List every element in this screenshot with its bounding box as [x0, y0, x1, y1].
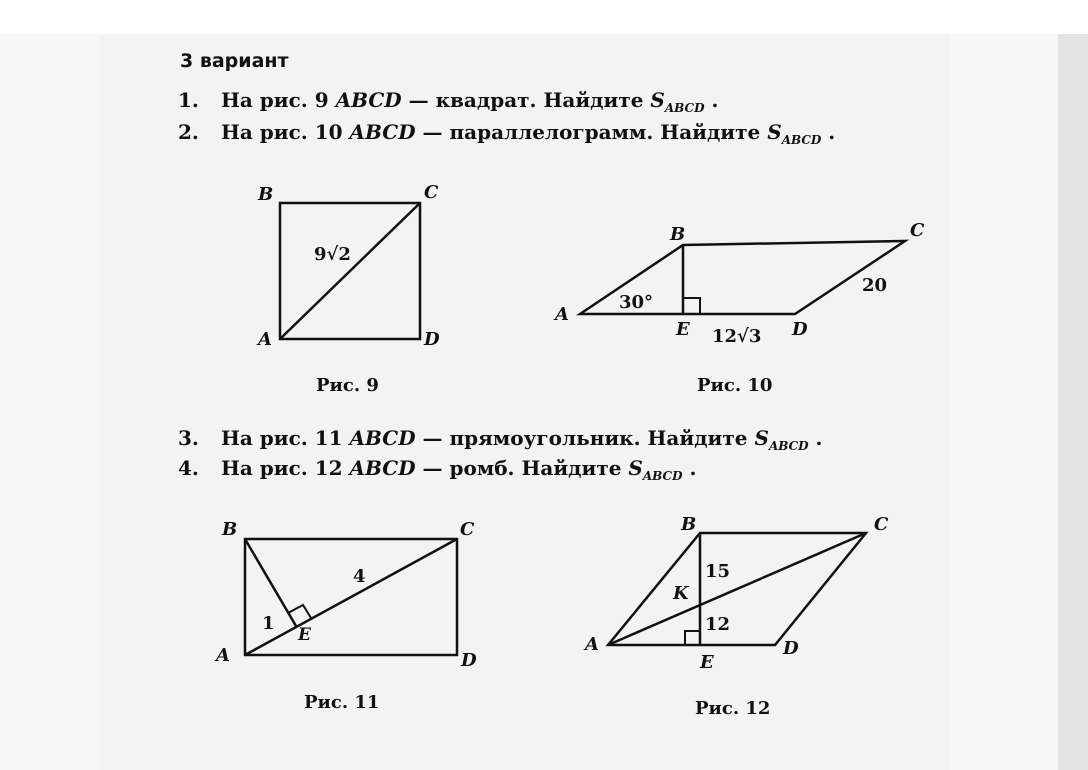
fig9-caption: Рис. 9 — [316, 375, 379, 396]
fig12-label-k: K — [673, 583, 689, 604]
fig10-segment-ed: 12√3 — [712, 326, 762, 347]
task-number: 1. — [178, 88, 199, 112]
figure-name: ABCD — [349, 120, 416, 144]
area-symbol: S — [754, 426, 769, 450]
fig11-label-c: C — [460, 519, 475, 540]
fig9-square — [280, 203, 420, 339]
fig11-caption: Рис. 11 — [304, 692, 380, 713]
fig9-label-c: C — [424, 182, 439, 203]
fig12-label-d: D — [783, 638, 799, 659]
figure-name: ABCD — [349, 456, 416, 480]
task-text-rest: — прямоугольник. Найдите — [422, 426, 748, 450]
task-number: 3. — [178, 426, 199, 450]
figure-name: ABCD — [335, 88, 402, 112]
task-text: На рис. 11 — [220, 426, 343, 450]
task-text-rest: — ромб. Найдите — [422, 456, 622, 480]
fig10-label-e: E — [676, 319, 690, 340]
task-number: 2. — [178, 120, 199, 144]
area-subscript: ABCD — [781, 133, 822, 147]
task-text-rest: — параллелограмм. Найдите — [422, 120, 761, 144]
fig12-segment-bk: 15 — [705, 561, 731, 582]
fig10-angle: 30° — [619, 292, 654, 313]
fig11-label-e: E — [298, 625, 311, 645]
task-text: На рис. 9 — [220, 88, 329, 112]
fig10-label-b: B — [670, 224, 686, 245]
fig10-caption: Рис. 10 — [697, 375, 773, 396]
fig11-segment-ec: 4 — [353, 566, 366, 587]
fig11-label-a: A — [216, 645, 230, 666]
task-end: . — [828, 120, 836, 144]
fig10-label-a: A — [555, 304, 569, 325]
task-number: 4. — [178, 456, 199, 480]
area-symbol: S — [628, 456, 643, 480]
fig10-label-c: C — [910, 220, 925, 241]
fig12-rhombus — [608, 533, 866, 645]
task-end: . — [711, 88, 719, 112]
fig11-label-b: B — [222, 519, 238, 540]
area-subscript: ABCD — [642, 469, 683, 483]
figure-name: ABCD — [349, 426, 416, 450]
task-end: . — [689, 456, 697, 480]
fig11-label-d: D — [461, 650, 477, 671]
task-end: . — [815, 426, 823, 450]
area-symbol: S — [650, 88, 665, 112]
task-text: На рис. 12 — [220, 456, 343, 480]
fig11-rectangle — [245, 539, 457, 655]
fig12-segment-ke: 12 — [705, 614, 731, 635]
fig12-label-c: C — [874, 514, 889, 535]
variant-heading: 3 вариант — [180, 50, 289, 72]
fig9-label-b: B — [258, 184, 274, 205]
task-text-rest: — квадрат. Найдите — [408, 88, 644, 112]
fig12-label-b: B — [681, 514, 697, 535]
fig12-label-e: E — [700, 652, 714, 673]
area-subscript: ABCD — [664, 101, 705, 115]
fig12-label-a: A — [585, 634, 599, 655]
area-symbol: S — [767, 120, 782, 144]
fig10-label-d: D — [792, 319, 808, 340]
fig9-diagonal-length: 9√2 — [314, 244, 351, 265]
fig12-caption: Рис. 12 — [695, 698, 771, 719]
fig10-side-cd: 20 — [862, 275, 888, 296]
area-subscript: ABCD — [768, 439, 809, 453]
fig9-label-d: D — [424, 329, 440, 350]
task-text: На рис. 10 — [220, 120, 343, 144]
fig11-segment-ae: 1 — [262, 613, 275, 634]
fig9-label-a: A — [258, 329, 272, 350]
